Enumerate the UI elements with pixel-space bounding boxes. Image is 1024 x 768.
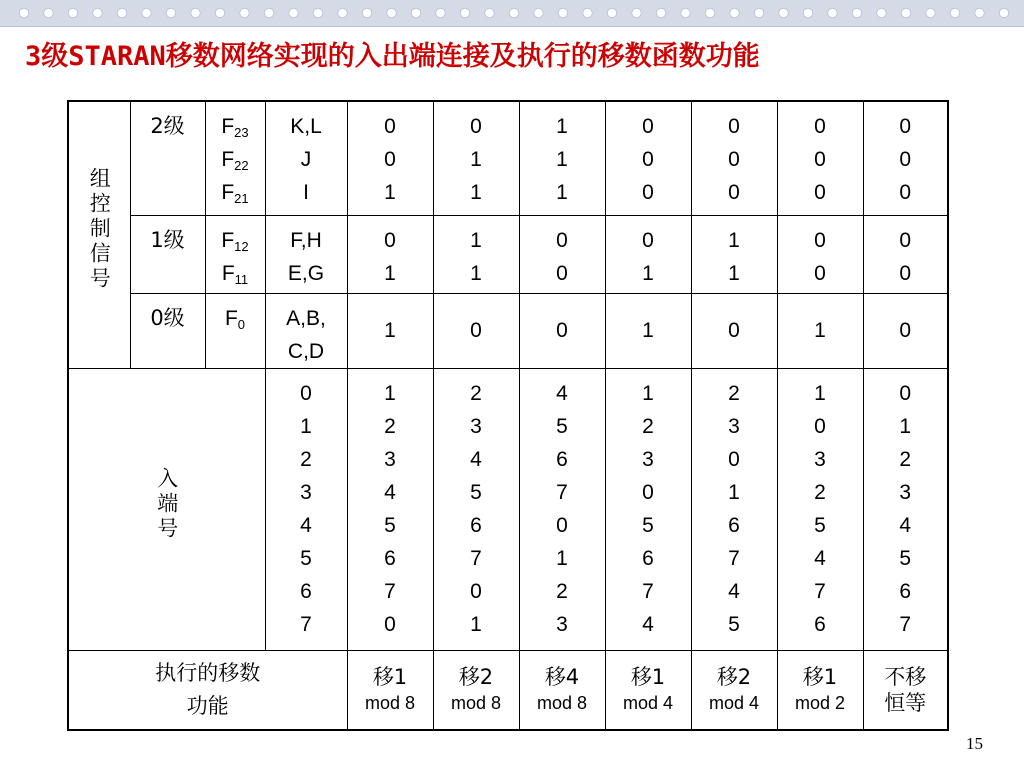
shift-amount: 移2	[458, 664, 494, 689]
output-port: 6	[384, 546, 396, 570]
control-bit: 0	[556, 228, 568, 252]
function-label-cell	[68, 650, 347, 730]
output-port: 4	[642, 612, 654, 636]
output-port: 4	[556, 381, 568, 405]
control-bit: 0	[642, 115, 654, 138]
shift-amount: 移1	[630, 664, 666, 689]
level-label	[130, 293, 205, 368]
control-row-level-1	[68, 215, 948, 293]
output-port: 3	[642, 447, 654, 471]
control-bits-col-1	[347, 293, 433, 368]
control-bit: 1	[642, 319, 654, 342]
control-bit: 0	[899, 148, 912, 171]
control-bit: 1	[384, 181, 396, 204]
output-port: 1	[470, 612, 482, 636]
function-label: 执行的移数	[155, 661, 261, 685]
control-bit: 0	[728, 115, 740, 138]
output-port: 7	[814, 579, 826, 603]
output-port: 4	[470, 447, 482, 471]
output-port: 2	[814, 480, 826, 504]
output-ports-col-2	[433, 368, 519, 650]
output-ports-col-6	[777, 368, 863, 650]
switch-group: I	[303, 181, 309, 204]
control-bits-col-5	[691, 215, 777, 293]
control-bit: 1	[556, 148, 568, 171]
output-port: 5	[470, 480, 482, 504]
port-mapping-row	[68, 368, 948, 650]
control-bit: 0	[814, 228, 826, 252]
control-bit: 0	[384, 228, 396, 252]
flag-name	[206, 110, 265, 143]
shift-amount: 移2	[716, 664, 752, 689]
switch-group: C,D	[287, 339, 325, 363]
shift-function-6	[777, 650, 863, 730]
level-text: 0级	[150, 305, 185, 330]
output-port: 0	[470, 579, 482, 603]
switch-group: F,H	[290, 228, 322, 252]
flag-names	[205, 101, 265, 215]
output-port: 1	[899, 414, 912, 438]
control-bits-col-6	[777, 101, 863, 215]
control-bits-col-4	[605, 293, 691, 368]
output-port: 0	[642, 480, 654, 504]
output-port: 0	[384, 612, 396, 636]
output-port: 6	[470, 513, 482, 537]
flag-subscript: 22	[234, 158, 249, 173]
control-bit: 0	[899, 115, 912, 138]
control-bits-col-7	[863, 215, 948, 293]
flag-name	[206, 224, 265, 257]
control-bit: 0	[899, 319, 912, 342]
output-port: 7	[470, 546, 482, 570]
level-text: 2级	[150, 114, 185, 138]
control-bits-col-2	[433, 293, 519, 368]
flag-subscript: 21	[234, 191, 249, 206]
output-port: 3	[728, 414, 740, 438]
output-port: 5	[384, 513, 396, 537]
output-port: 1	[556, 546, 568, 570]
control-bits-col-1	[347, 215, 433, 293]
control-bit: 1	[642, 261, 654, 285]
control-row-level-0	[68, 293, 948, 368]
shift-modulus: 恒等	[884, 690, 927, 715]
control-bit: 0	[814, 115, 826, 138]
shift-function-3	[519, 650, 605, 730]
control-bits-col-3	[519, 293, 605, 368]
flag-subscript: 12	[234, 238, 249, 254]
output-ports-col-1	[347, 368, 433, 650]
staran-shift-table	[67, 100, 949, 731]
control-bits-col-5	[691, 293, 777, 368]
shift-function-2	[433, 650, 519, 730]
control-bit: 0	[642, 228, 654, 252]
flag-letter: F	[221, 228, 235, 252]
control-bits-col-3	[519, 101, 605, 215]
shift-modulus: mod 8	[364, 692, 416, 713]
control-bit: 0	[814, 181, 826, 204]
flag-names	[205, 293, 265, 368]
control-bit: 1	[470, 261, 482, 285]
output-port: 2	[556, 579, 568, 603]
flag-letter: F	[221, 148, 235, 171]
input-ports	[265, 368, 347, 650]
group-control-label-cell	[68, 101, 130, 368]
flag-name	[206, 257, 265, 290]
control-bit: 1	[470, 228, 482, 252]
shift-modulus: mod 4	[708, 692, 760, 713]
control-bit: 1	[556, 115, 568, 138]
group-control-label: 组控制信号	[87, 167, 112, 293]
output-port: 0	[899, 381, 912, 405]
output-port: 5	[814, 513, 826, 537]
shift-amount: 移1	[372, 664, 408, 689]
output-port: 2	[642, 414, 654, 438]
flag-letter: F	[224, 306, 238, 330]
output-port: 6	[642, 546, 654, 570]
flag-name	[206, 176, 265, 209]
output-port: 7	[384, 579, 396, 603]
shift-function-5	[691, 650, 777, 730]
output-port: 0	[556, 513, 568, 537]
control-bit: 0	[814, 261, 826, 285]
control-bit: 0	[899, 228, 912, 252]
flag-name	[206, 143, 265, 176]
input-port: 7	[300, 612, 312, 636]
control-row-level-2	[68, 101, 948, 215]
output-port: 5	[728, 612, 740, 636]
input-port: 0	[300, 381, 312, 405]
output-ports-col-7	[863, 368, 948, 650]
shift-function-4	[605, 650, 691, 730]
control-bit: 1	[556, 181, 568, 204]
control-bit: 0	[728, 181, 740, 204]
output-port: 3	[899, 480, 912, 504]
output-port: 7	[642, 579, 654, 603]
control-bits-col-1	[347, 101, 433, 215]
output-port: 6	[556, 447, 568, 471]
control-bits-col-4	[605, 101, 691, 215]
output-ports-col-5	[691, 368, 777, 650]
control-bit: 0	[642, 148, 654, 171]
output-port: 2	[899, 447, 912, 471]
control-bit: 0	[899, 181, 912, 204]
output-port: 7	[728, 546, 740, 570]
control-bit: 1	[728, 228, 740, 252]
shift-amount: 移1	[802, 664, 838, 689]
control-bit: 0	[556, 261, 568, 285]
control-bit: 0	[470, 319, 482, 342]
control-bits-col-4	[605, 215, 691, 293]
control-bits-col-2	[433, 215, 519, 293]
flag-letter: F	[221, 181, 235, 204]
output-port: 3	[384, 447, 396, 471]
flag-name	[206, 302, 265, 335]
control-bit: 1	[384, 261, 396, 285]
control-bits-col-6	[777, 215, 863, 293]
output-port: 0	[814, 414, 826, 438]
output-port: 0	[728, 447, 740, 471]
shift-function-7	[863, 650, 948, 730]
shift-modulus: mod 4	[622, 692, 674, 713]
output-port: 4	[384, 480, 396, 504]
switch-group-names	[265, 101, 347, 215]
output-port: 3	[470, 414, 482, 438]
switch-group: K,L	[290, 115, 322, 138]
shift-amount: 不移	[884, 664, 927, 689]
output-port: 3	[556, 612, 568, 636]
output-port: 6	[814, 612, 826, 636]
control-bits-col-5	[691, 101, 777, 215]
input-label-cell	[68, 368, 265, 650]
input-port: 2	[300, 447, 312, 471]
switch-group: A,B,	[286, 306, 326, 330]
control-bits-col-3	[519, 215, 605, 293]
flag-subscript: 23	[234, 125, 249, 140]
output-port: 2	[728, 381, 740, 405]
flag-subscript: 11	[234, 271, 249, 287]
control-bit: 1	[470, 148, 482, 171]
flag-subscript: 0	[237, 316, 246, 332]
output-port: 4	[814, 546, 826, 570]
slide-title: 3级STARAN移数网络实现的入出端连接及执行的移数函数功能	[25, 41, 760, 72]
output-port: 1	[384, 381, 396, 405]
function-row	[68, 650, 948, 730]
output-port: 5	[642, 513, 654, 537]
control-bit: 0	[642, 181, 654, 204]
control-bit: 0	[814, 148, 826, 171]
control-bit: 0	[384, 148, 396, 171]
header-dots-bar	[0, 0, 1024, 27]
output-port: 7	[899, 612, 912, 636]
flag-letter: F	[221, 115, 235, 138]
page-number: 15	[966, 734, 983, 753]
switch-group: E,G	[287, 261, 325, 285]
control-bits-col-7	[863, 101, 948, 215]
shift-amount: 移4	[544, 664, 580, 689]
switch-group: J	[300, 148, 312, 171]
level-label	[130, 215, 205, 293]
output-port: 1	[728, 480, 740, 504]
output-port: 1	[642, 381, 654, 405]
output-ports-col-3	[519, 368, 605, 650]
flag-names	[205, 215, 265, 293]
input-port: 6	[300, 579, 312, 603]
output-port: 5	[556, 414, 568, 438]
switch-group-names	[265, 215, 347, 293]
shift-modulus: mod 2	[794, 692, 846, 713]
input-port: 1	[300, 414, 312, 438]
input-port: 4	[300, 513, 312, 537]
output-port: 5	[899, 546, 912, 570]
control-bit: 1	[384, 319, 396, 342]
output-port: 2	[384, 414, 396, 438]
output-port: 6	[899, 579, 912, 603]
level-text: 1级	[150, 227, 185, 252]
control-bit: 0	[728, 148, 740, 171]
control-bit: 0	[470, 115, 482, 138]
output-port: 4	[899, 513, 912, 537]
output-port: 6	[728, 513, 740, 537]
shift-function-1	[347, 650, 433, 730]
level-label	[130, 101, 205, 215]
control-bit: 1	[814, 319, 826, 342]
decorative-dots	[18, 7, 1018, 19]
output-port: 4	[728, 579, 740, 603]
control-bit: 0	[384, 115, 396, 138]
function-label: 功能	[186, 694, 229, 718]
control-bit: 0	[899, 261, 912, 285]
control-bit: 1	[728, 261, 740, 285]
input-port: 3	[300, 480, 312, 504]
switch-group-names	[265, 293, 347, 368]
output-port: 1	[814, 381, 826, 405]
shift-modulus: mod 8	[450, 692, 502, 713]
input-port: 5	[300, 546, 312, 570]
shift-modulus: mod 8	[536, 692, 588, 713]
control-bits-col-6	[777, 293, 863, 368]
control-bits-col-7	[863, 293, 948, 368]
input-port-label: 入端号	[154, 466, 179, 542]
output-port: 2	[470, 381, 482, 405]
output-port: 7	[556, 480, 568, 504]
control-bit: 0	[728, 319, 740, 342]
control-bits-col-2	[433, 101, 519, 215]
output-ports-col-4	[605, 368, 691, 650]
output-port: 3	[814, 447, 826, 471]
flag-letter: F	[221, 261, 235, 285]
control-bit: 0	[556, 319, 568, 342]
control-bit: 1	[470, 181, 482, 204]
